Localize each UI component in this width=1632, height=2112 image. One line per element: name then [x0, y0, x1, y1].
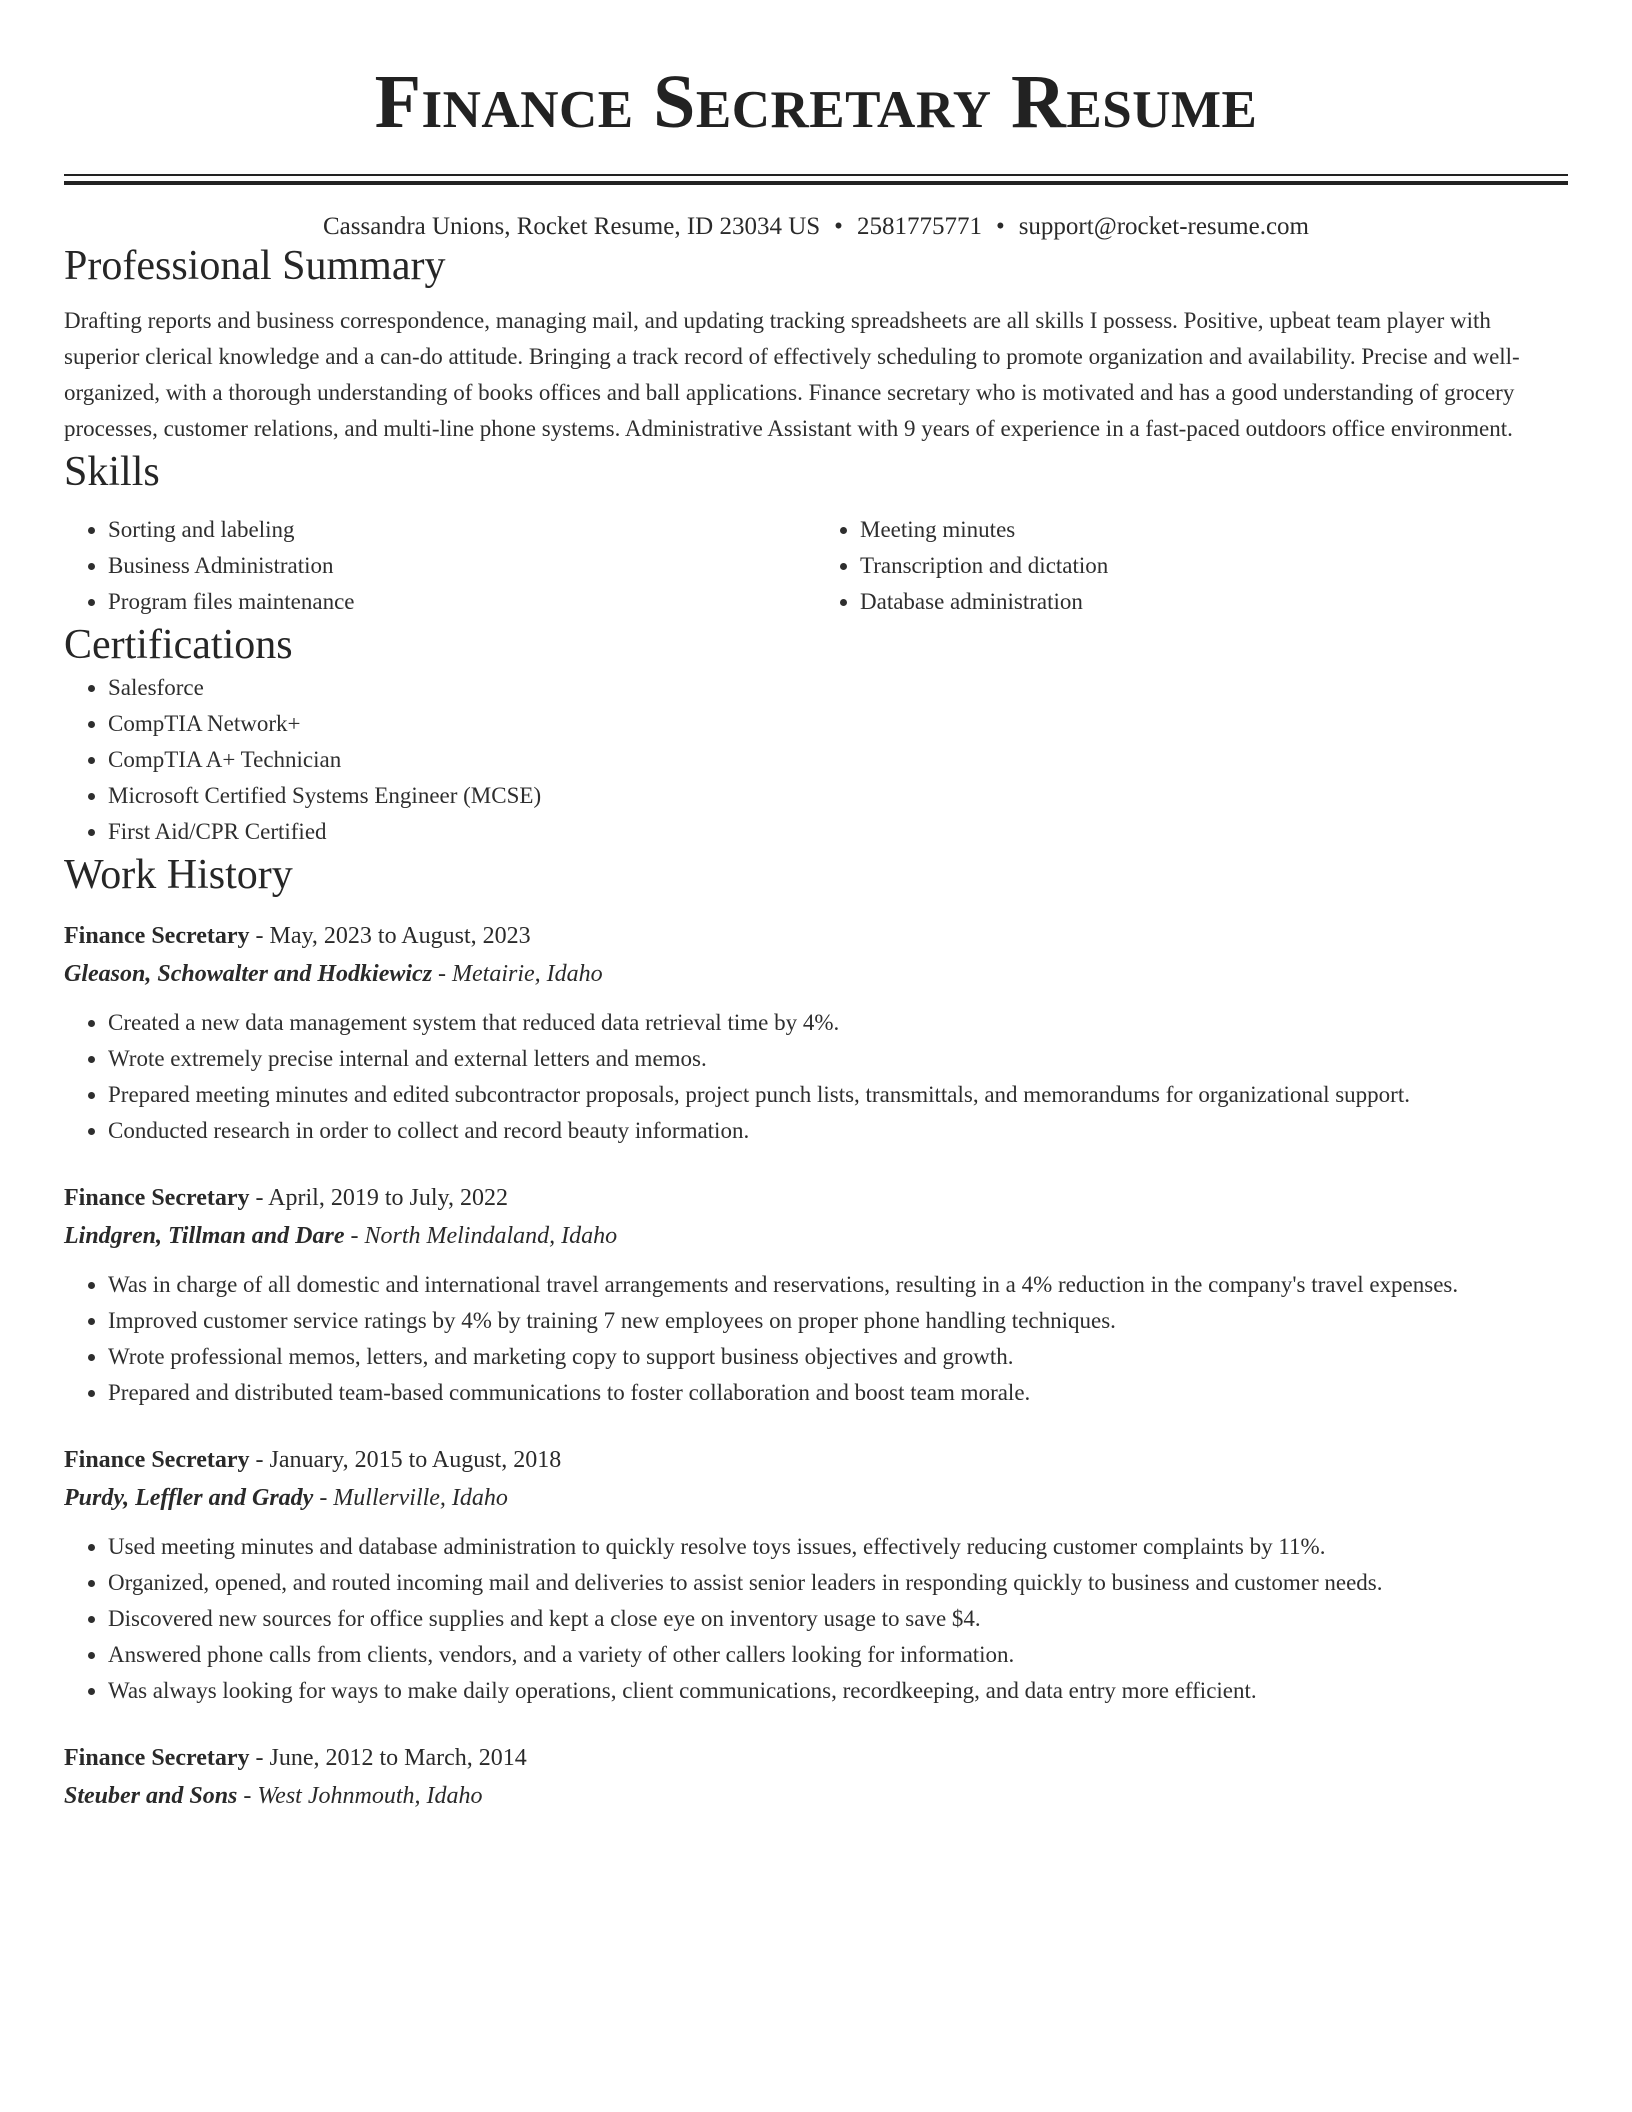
job-bullet: • Used meeting minutes and database administration to quickly resolve toys issues, effectively reducing customer complaints by 11%. — [108, 1529, 1568, 1565]
skills-grid — [64, 512, 1568, 620]
company-name: Lindgren, Tillman and Dare — [64, 1222, 345, 1249]
certification-item: • CompTIA A+ Technician — [108, 742, 1568, 778]
certifications-heading: Certifications — [64, 621, 293, 668]
job-dates: - April, 2019 to July, 2022 — [249, 1184, 508, 1211]
job-dates: - June, 2012 to March, 2014 — [249, 1744, 527, 1771]
company-location: - North Melindaland, Idaho — [344, 1222, 618, 1249]
skill-item: • Transcription and dictation — [860, 548, 1568, 584]
company-name: Gleason, Schowalter and Hodkiewicz — [64, 960, 433, 987]
company-name: Steuber and Sons — [64, 1782, 238, 1809]
job-bullet: • Was always looking for ways to make daily operations, client communications, recordkeeping, and data entry more efficient. — [108, 1673, 1568, 1709]
job-bullet: • Conducted research in order to collect and record beauty information. — [108, 1113, 1568, 1149]
job-title: Finance Secretary — [64, 922, 250, 949]
job-title-line — [64, 1441, 1568, 1479]
contact-address: Cassandra Unions, Rocket Resume, ID 23034 US — [323, 213, 821, 240]
skill-item: • Program files maintenance — [108, 584, 816, 620]
skill-item: • Database administration — [860, 584, 1568, 620]
job-bullet: • Improved customer service ratings by 4% by training 7 new employees on proper phone handling techniques. — [108, 1303, 1568, 1339]
job-bullets — [64, 1005, 1568, 1149]
job-bullet: • Wrote professional memos, letters, and marketing copy to support business objectives and growth. — [108, 1339, 1568, 1375]
company-location: - Mullerville, Idaho — [313, 1484, 508, 1511]
skills-list-right — [816, 512, 1568, 620]
skill-item: • Business Administration — [108, 548, 816, 584]
contact-line — [64, 213, 1568, 241]
job-title: Finance Secretary — [64, 1744, 250, 1771]
certification-item: • Salesforce — [108, 670, 1568, 706]
skills-list-left — [64, 512, 816, 620]
skills-heading: Skills — [64, 449, 160, 496]
company-line — [64, 1777, 1568, 1815]
company-name: Purdy, Leffler and Grady — [64, 1484, 314, 1511]
certification-item: • CompTIA Network+ — [108, 706, 1568, 742]
job-bullet: • Organized, opened, and routed incoming mail and deliveries to assist senior leaders in responding quickly to business and customer needs. — [108, 1565, 1568, 1601]
page-title: Finance Secretary Resume — [374, 60, 1258, 144]
job-bullets — [64, 1529, 1568, 1709]
contact-separator: • — [995, 213, 1005, 240]
contact-separator: • — [834, 213, 843, 240]
job-dates: - May, 2023 to August, 2023 — [249, 922, 531, 949]
job-bullet: • Prepared and distributed team-based communications to foster collaboration and boost team morale. — [108, 1375, 1568, 1411]
job-entry — [64, 1441, 1568, 1709]
summary-text: Drafting reports and business correspondence, managing mail, and updating tracking spreadsheets are all skills I possess. Positive, upbeat team player with superior clerical knowledge and a can-do attitude. Bringing a track record of effectively scheduling to promote organization and availability. Precise and well-organized, with a thorough understanding of books offices and ball applications. Finance secretary who is motivated and has a good understanding of grocery processes, customer relations, and multi-line phone systems. Administrative Assistant with 9 years of experience in a fast-paced outdoors office environment. — [64, 308, 1520, 442]
job-bullet: • Wrote extremely precise internal and external letters and memos. — [108, 1041, 1568, 1077]
certifications-list — [64, 670, 1568, 850]
job-bullet: • Answered phone calls from clients, vendors, and a variety of other callers looking for information. — [108, 1637, 1568, 1673]
job-dates: - January, 2015 to August, 2018 — [249, 1446, 562, 1473]
job-bullet: • Discovered new sources for office supplies and kept a close eye on inventory usage to save $4. — [108, 1601, 1568, 1637]
job-title: Finance Secretary — [64, 1184, 250, 1211]
skill-item: • Sorting and labeling — [108, 512, 816, 548]
job-bullet: • Was in charge of all domestic and international travel arrangements and reservations, resulting in a 4% reduction in the company's travel expenses. — [108, 1267, 1568, 1303]
job-title: Finance Secretary — [64, 1446, 250, 1473]
skill-item: • Meeting minutes — [860, 512, 1568, 548]
company-line — [64, 955, 1568, 993]
job-entry — [64, 917, 1568, 1149]
title-divider — [64, 174, 1568, 185]
job-title-line — [64, 917, 1568, 955]
job-bullet: • Created a new data management system that reduced data retrieval time by 4%. — [108, 1005, 1568, 1041]
contact-phone: 2581775771 — [856, 213, 982, 240]
work-history-heading: Work History — [64, 852, 293, 899]
certification-item: • First Aid/CPR Certified — [108, 814, 1568, 850]
job-entry — [64, 1739, 1568, 1815]
company-line — [64, 1479, 1568, 1517]
job-entry — [64, 1179, 1568, 1411]
summary-heading: Professional Summary — [64, 243, 446, 289]
company-location: - Metairie, Idaho — [432, 960, 603, 987]
company-location: - West Johnmouth, Idaho — [237, 1782, 483, 1809]
certification-item: • Microsoft Certified Systems Engineer (MCSE) — [108, 778, 1568, 814]
job-title-line — [64, 1179, 1568, 1217]
company-line — [64, 1217, 1568, 1255]
job-bullets — [64, 1267, 1568, 1411]
job-bullet: • Prepared meeting minutes and edited subcontractor proposals, project punch lists, transmittals, and memorandums for organizational support. — [108, 1077, 1568, 1113]
contact-email: support@rocket-resume.com — [1018, 213, 1309, 240]
job-title-line — [64, 1739, 1568, 1777]
